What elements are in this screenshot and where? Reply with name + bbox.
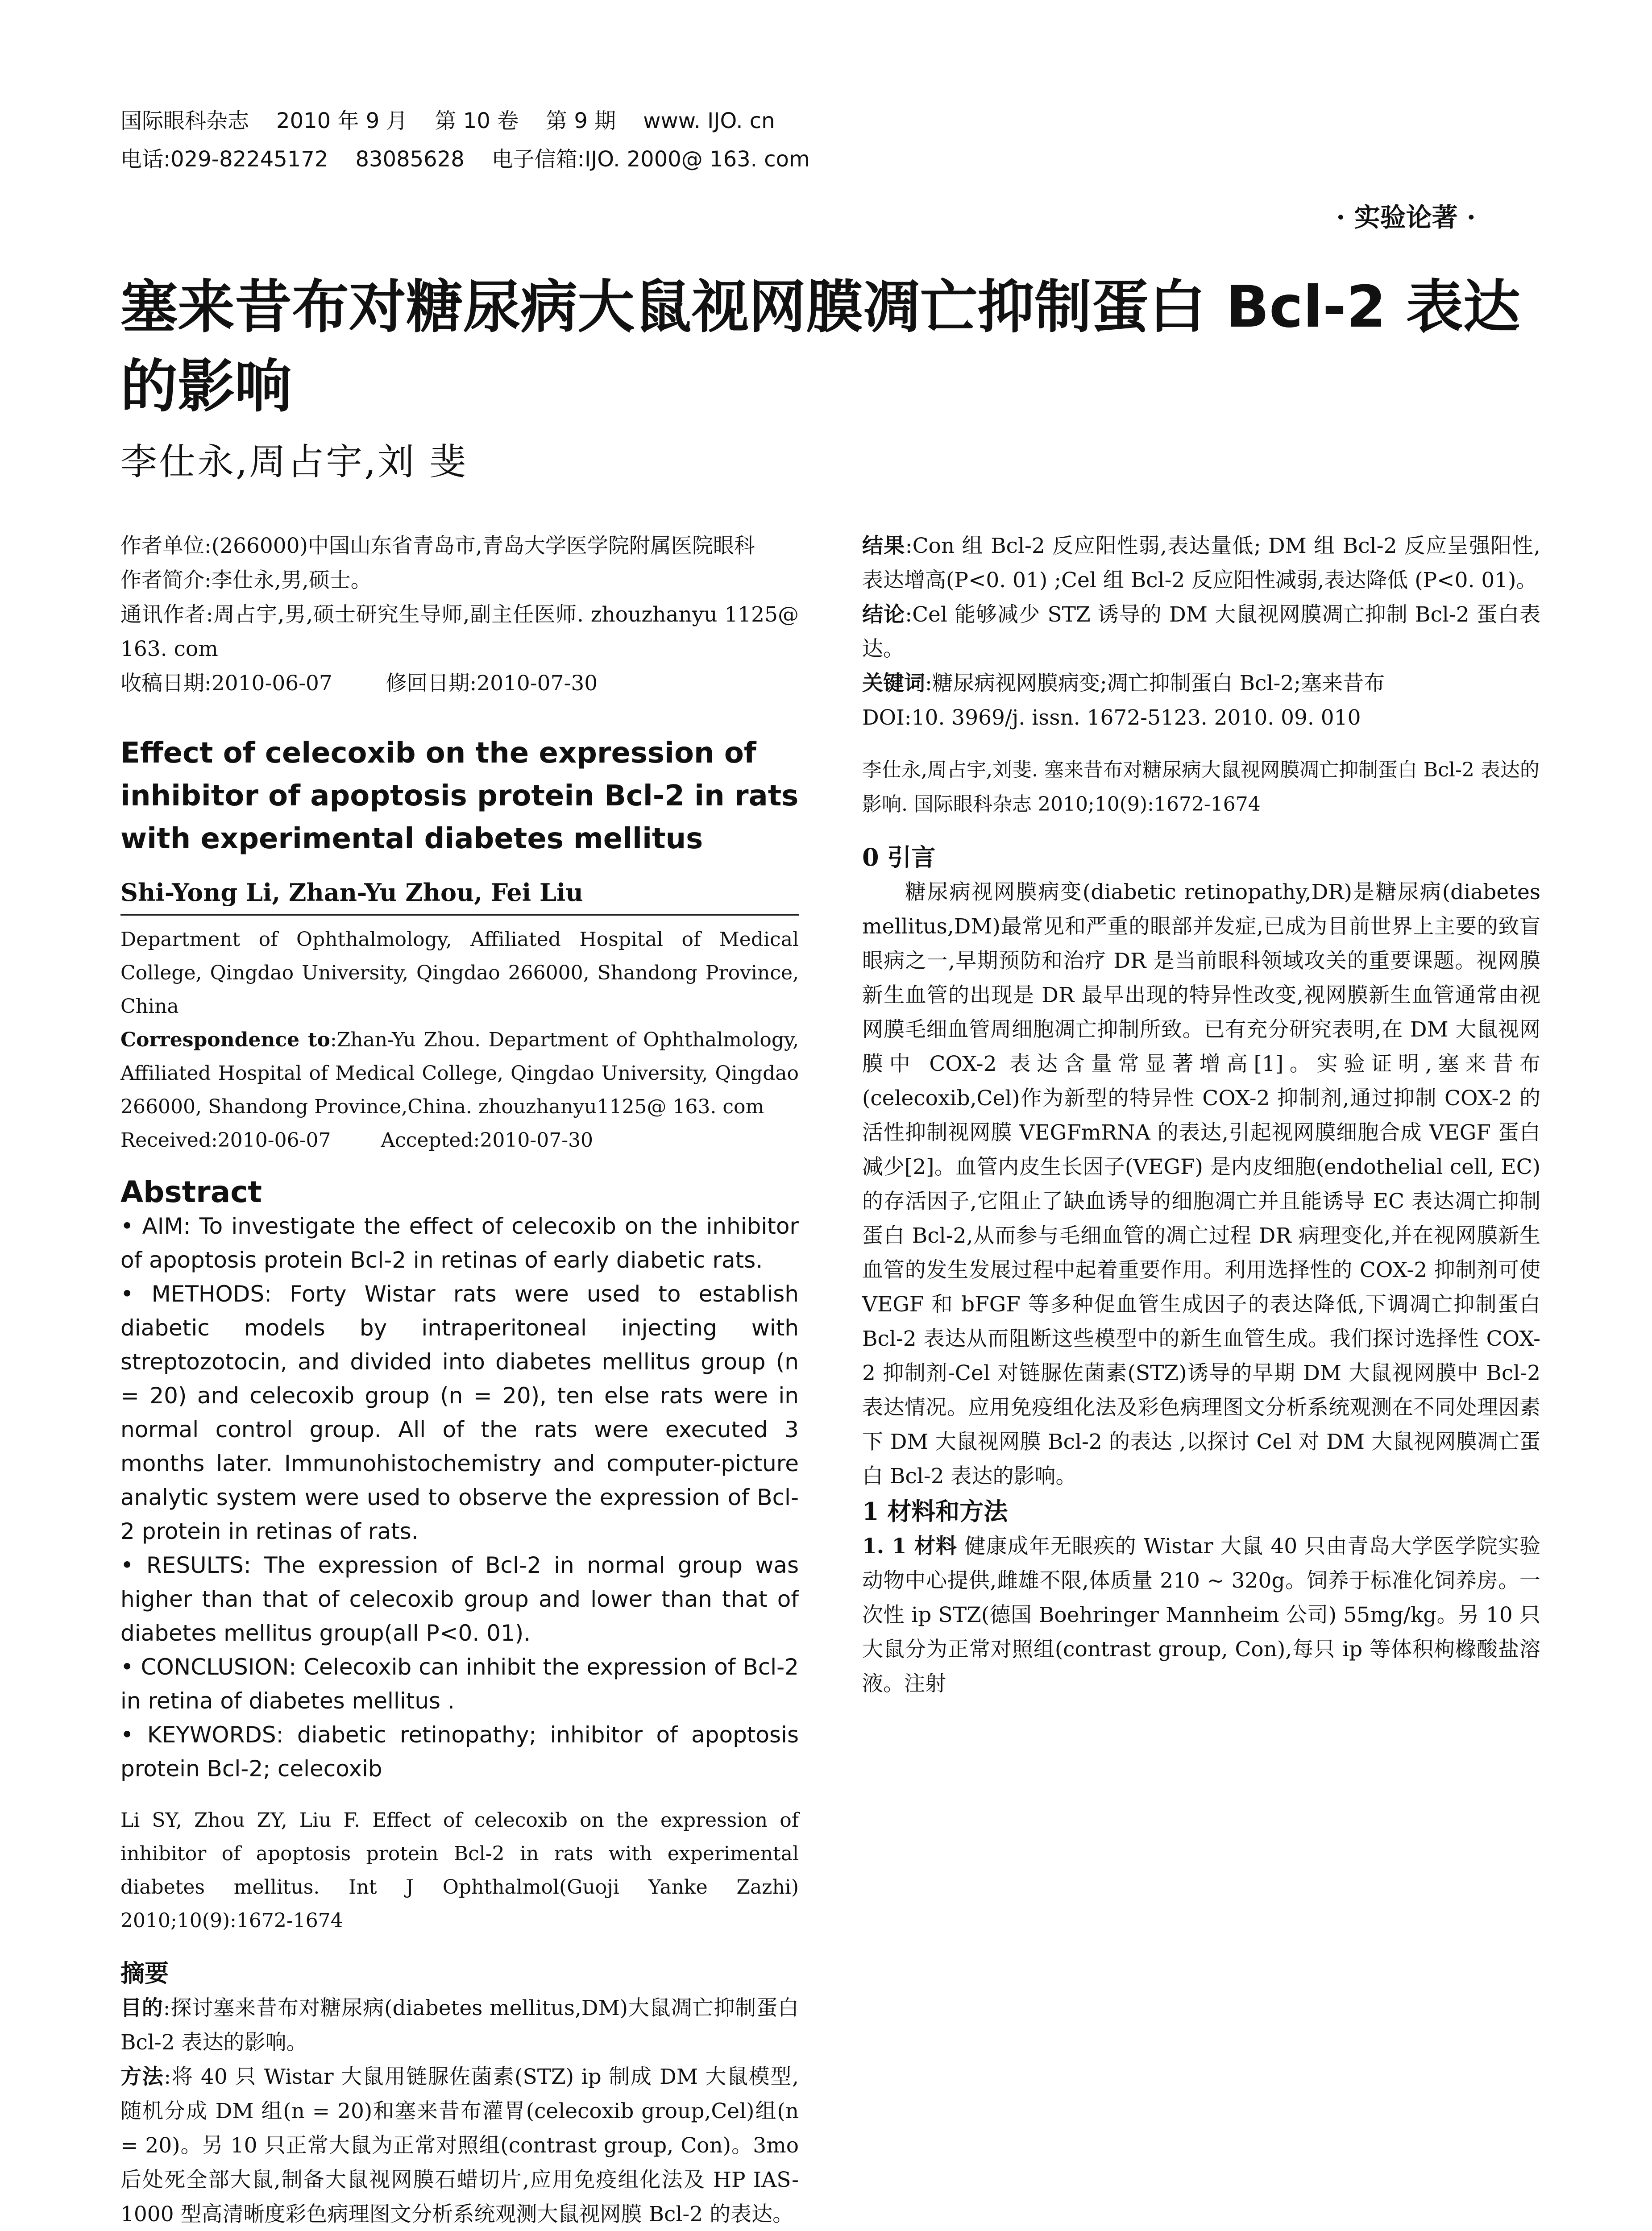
journal-header [120,102,1548,178]
citation-cn: 李仕永,周占宇,刘斐. 塞来昔布对糖尿病大鼠视网膜凋亡抑制蛋白 Bcl-2 表达的影响. 国际眼科杂志 2010;10(9):1672-1674 [862,759,1540,816]
abstract-cn-heading: 摘要 [120,1959,169,1987]
right-column [862,529,1540,1701]
english-citation: Li SY, Zhou ZY, Liu F. Effect of celecoxib on the expression of inhibitor of apoptosis protein Bcl-2 in rats with experimental diabetes mellitus. Int J Ophthalmol(Guoji Yanke Zazhi) 2010;10(9):1672-1674 [120,1809,799,1932]
abstract-aim: • AIM: To investigate the effect of celecoxib on the inhibitor of apoptosis protein Bcl-2 in retinas of early diabetic rats. [120,1213,799,1273]
english-correspondence [120,1023,799,1124]
abstract-heading: Abstract [120,1175,262,1209]
abstract-results: • RESULTS: The expression of Bcl-2 in normal group was higher than that of celecoxib group and lower than that of diabetes mellitus group(all P<0. 01). [120,1552,799,1646]
materials-label: 1. 1 材料 [862,1534,958,1559]
conclusion-text: :Cel 能够减少 STZ 诱导的 DM 大鼠视网膜凋亡抑制 Bcl-2 蛋白表达。 [862,602,1540,661]
abstract-keywords: • KEYWORDS: diabetic retinopathy; inhibitor of apoptosis protein Bcl-2; celecoxib [120,1722,799,1782]
result-label: 结果 [862,534,905,558]
aim-label: 目的 [120,1996,163,2020]
authors-cn: 李仕永,周占宇,刘 斐 [120,441,468,483]
correspondence-label: Correspondence to [120,1028,330,1051]
journal-info-line: 国际眼科杂志 2010 年 9 月 第 10 卷 第 9 期 www. IJO. cn [120,108,775,133]
abstract-cn-result [862,529,1540,597]
doi: DOI:10. 3969/j. issn. 1672-5123. 2010. 09. 010 [862,705,1361,730]
author-bio: 作者简介:李仕永,男,硕士。 [120,568,372,593]
intro-text: 糖尿病视网膜病变(diabetic retinopathy,DR)是糖尿病(diabetes mellitus,DM)最常见和严重的眼部并发症,已成为目前世界上主要的致盲眼病之一,早期预防和治疗 DR 是当前眼科领域攻关的重要课题。视网膜新生血管的出现是 DR 最早出现的特异性改变,视网膜新生血管通常由视网膜毛细血管周细胞凋亡抑制所致。已有充分研究表明,在 DM 大鼠视网膜中 COX-2 表达含量常显著增高[1]。实验证明,塞来昔布(celecoxib,Cel)作为新型的特异性 COX-2 抑制剂,通过抑制 COX-2 的活性抑制视网膜 VEGFmRNA 的表达,引起视网膜细胞合成 VEGF 蛋白减少[2]。血管内皮生长因子(VEGF) 是内皮细胞(endothelial cell, EC)的存活因子,它阻止了缺血诱导的细胞凋亡并且能诱导 EC 表达凋亡抑制蛋白 Bcl-2,从而参与毛细血管的凋亡过程 DR 病理变化,并在视网膜新生血管的发生发展过程中起着重要作用。利用选择性的 COX-2 抑制剂可使 VEGF 和 bFGF 等多种促血管生成因子的表达降低,下调凋亡抑制蛋白 Bcl-2 表达从而阻断这些模型中的新生血管生成。我们探讨选择性 COX-2 抑制剂-Cel 对链脲佐菌素(STZ)诱导的早期 DM 大鼠视网膜中 Bcl-2 表达情况。应用免疫组化法及彩色病理图文分析系统观测在不同处理因素下 DM 大鼠视网膜 Bcl-2 的表达 ,以探讨 Cel 对 DM 大鼠视网膜凋亡蛋白 Bcl-2 表达的影响。 [862,880,1540,1489]
received-dates-cn: 收稿日期:2010-06-07 修回日期:2010-07-30 [120,671,598,696]
result-text: :Con 组 Bcl-2 反应阳性弱,表达量低; DM 组 Bcl-2 反应呈强阳性,表达增高(P<0. 01) ;Cel 组 Bcl-2 反应阳性减弱,表达降低 (P<0. 01)。 [862,534,1541,593]
materials-text: 健康成年无眼疾的 Wistar 大鼠 40 只由青岛大学医学院实验动物中心提供,雌雄不限,体质量 210 ~ 320g。饲养于标准化饲养房。一次性 ip STZ(德国 Boehringer Mannheim 公司) 55mg/kg。另 10 只大鼠分为正常对照组(contrast group, Con),每只 ip 等体积枸橼酸盐溶液。注射 [862,1534,1540,1696]
journal-contact-line: 电话:029-82245172 83085628 电子信箱:IJO. 2000@ 163. com [120,147,810,172]
keywords-label: 关键词 [862,671,925,696]
method-text: :将 40 只 Wistar 大鼠用链脲佐菌素(STZ) ip 制成 DM 大鼠模型,随机分成 DM 组(n = 20)和塞来昔布灌胃(celecoxib group,Cel)组(n = 20)。另 10 只正常大鼠为正常对照组(contrast group, Con)。3mo 后处死全部大鼠,制备大鼠视网膜石蜡切片,应用免疫组化法及 HP IAS-1000 型高清晰度彩色病理图文分析系统观测大鼠视网膜 Bcl-2 的表达。 [120,2065,799,2227]
english-authors: Shi-Yong Li, Zhan-Yu Zhou, Fei Liu [120,878,583,907]
column-label: · 实验论著 · [1336,202,1476,232]
author-unit: 作者单位:(266000)中国山东省青岛市,青岛大学医学院附属医院眼科 [120,534,755,558]
methods-heading: 1 材料和方法 [862,1497,1008,1526]
aim-text: :探讨塞来昔布对糖尿病(diabetes mellitus,DM)大鼠凋亡抑制蛋白 Bcl-2 表达的影响。 [120,1996,799,2055]
english-department: Department of Ophthalmology, Affiliated Hospital of Medical College, Qingdao University, Qingdao 266000, Shandong Province, China [120,928,799,1018]
paper-title: 塞来昔布对糖尿病大鼠视网膜凋亡抑制蛋白 Bcl-2 表达的影响 [120,274,1520,420]
correspondence-text: :Zhan-Yu Zhou. Department of Ophthalmology, Affiliated Hospital of Medical College, Qingdao University, Qingdao 266000, Shandong Province,China. zhouzhanyu1125@ 163. com [120,1028,799,1118]
abstract-cn-keywords [862,666,1540,701]
method-label: 方法 [120,2065,164,2089]
keywords-text: :糖尿病视网膜病变;凋亡抑制蛋白 Bcl-2;塞来昔布 [925,671,1385,696]
conclusion-label: 结论 [862,602,905,627]
corresponding-author: 通讯作者:周占宇,男,硕士研究生导师,副主任医师. zhouzhanyu 1125@ 163. com [120,602,799,661]
intro-heading: 0 引言 [862,843,936,871]
english-received: Received:2010-06-07 Accepted:2010-07-30 [120,1129,594,1152]
abstract-cn-conclusion [862,597,1540,666]
left-column [120,529,799,2231]
english-title: Effect of celecoxib on the expression of inhibitor of apoptosis protein Bcl-2 in rats with experimental diabetes mellitus [120,737,799,855]
abstract-cn-aim [120,1991,799,2060]
abstract-methods: • METHODS: Forty Wistar rats were used to establish diabetic models by intraperitoneal injecting with streptozotocin, and divided into diabetes mellitus group (n = 20) and celecoxib group (n = 20), ten else rats were in normal control group. All of the rats were executed 3 months later. Immunohistochemistry and computer-picture analytic system were used to observe the expression of Bcl-2 protein in retinas of rats. [120,1281,799,1544]
abstract-conclusion: • CONCLUSION: Celecoxib can inhibit the expression of Bcl-2 in retina of diabetes mellitus . [120,1654,799,1714]
abstract-cn-method-start [120,2060,799,2231]
materials-paragraph [862,1529,1540,1701]
